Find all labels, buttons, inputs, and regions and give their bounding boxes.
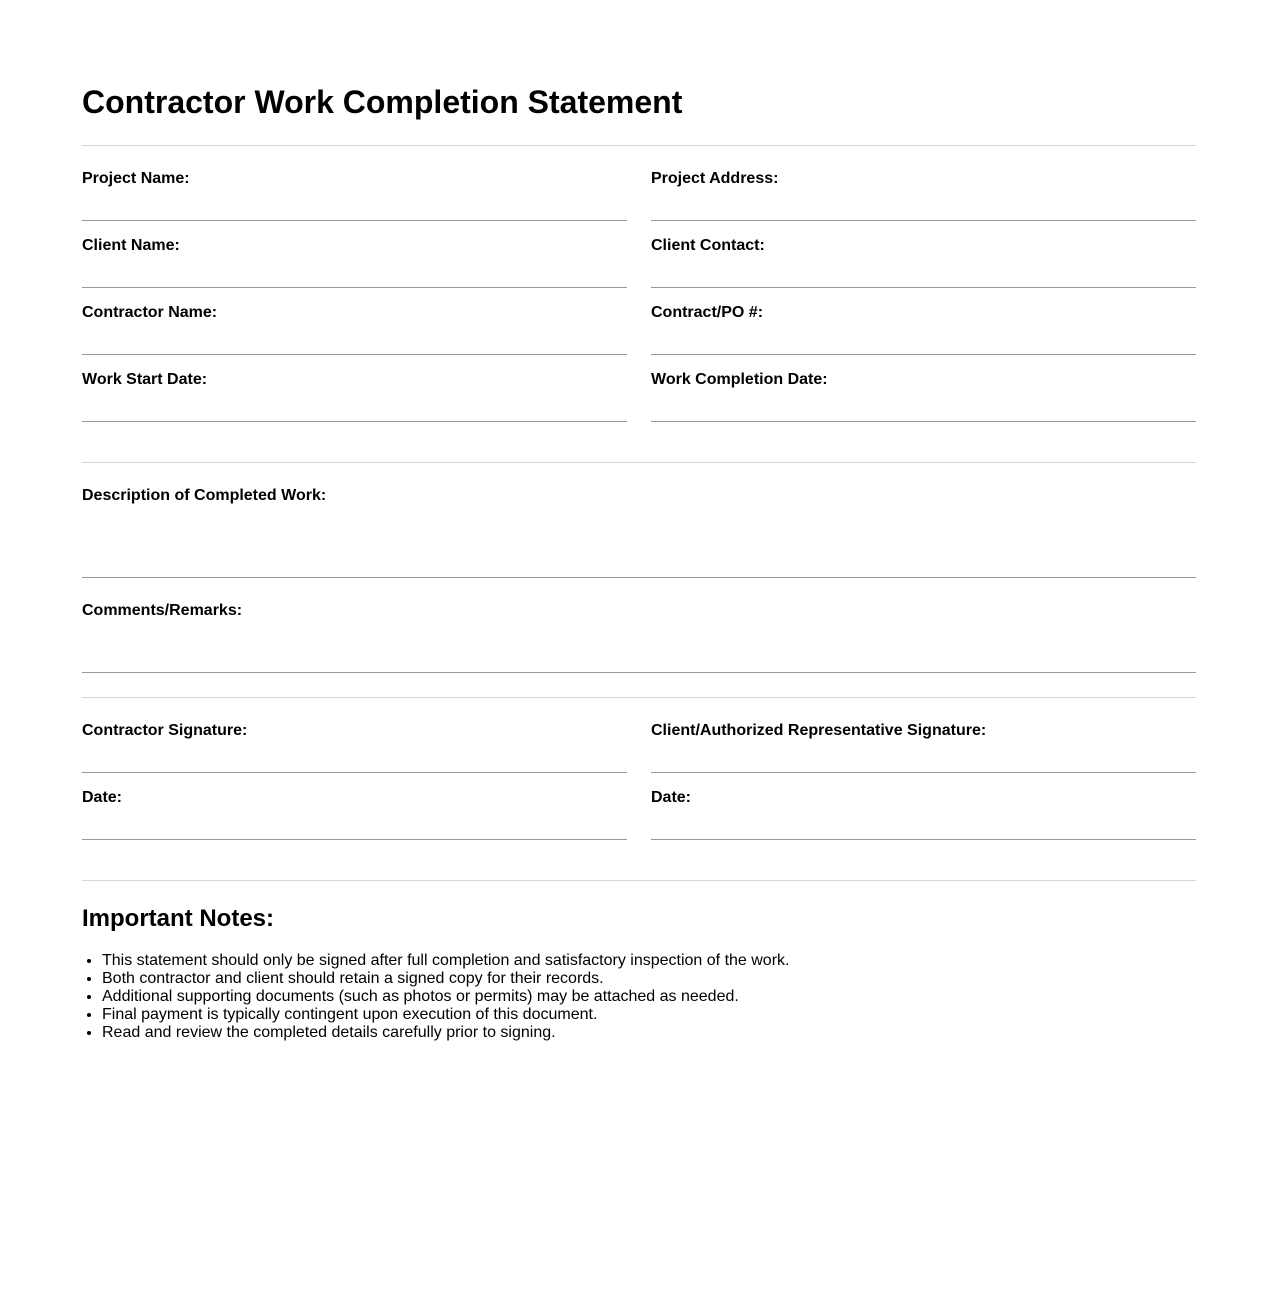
- note-item: • This statement should only be signed after full completion and satisfactory inspection of the work.: [102, 952, 1196, 970]
- project-name-field[interactable]: [82, 169, 627, 189]
- project-name-line[interactable]: [82, 220, 627, 221]
- description-line[interactable]: [82, 577, 1196, 578]
- contractor-date-label: Date:: [82, 789, 123, 806]
- notes-list: [82, 952, 1196, 1042]
- work-completion-date-label: Work Completion Date:: [651, 371, 828, 388]
- client-contact-field[interactable]: [651, 236, 1196, 256]
- contractor-signature-field[interactable]: [82, 721, 627, 741]
- work-start-date-label: Work Start Date:: [82, 371, 208, 388]
- document-title: Contractor Work Completion Statement: [82, 84, 683, 120]
- client-contact-label: Client Contact:: [651, 237, 765, 254]
- project-name-label: Project Name:: [82, 170, 190, 187]
- contractor-signature-line[interactable]: [82, 772, 627, 773]
- contract-po-line[interactable]: [651, 354, 1196, 355]
- divider: [82, 462, 1196, 463]
- project-address-line[interactable]: [651, 220, 1196, 221]
- work-start-date-line[interactable]: [82, 421, 627, 422]
- comments-field[interactable]: [82, 601, 1196, 621]
- client-date-field[interactable]: [651, 788, 1196, 808]
- project-address-field[interactable]: [651, 169, 1196, 189]
- contract-po-field[interactable]: [651, 303, 1196, 323]
- description-field[interactable]: [82, 486, 1196, 506]
- client-name-line[interactable]: [82, 287, 627, 288]
- note-item: • Read and review the completed details carefully prior to signing.: [102, 1024, 1196, 1042]
- client-date-line[interactable]: [651, 839, 1196, 840]
- comments-label: Comments/Remarks:: [82, 602, 243, 619]
- client-date-label: Date:: [651, 789, 692, 806]
- work-start-date-field[interactable]: [82, 370, 627, 390]
- client-signature-label: Client/Authorized Representative Signature:: [651, 722, 987, 739]
- client-signature-field[interactable]: [651, 721, 1196, 741]
- contractor-date-line[interactable]: [82, 839, 627, 840]
- note-item: • Final payment is typically contingent upon execution of this document.: [102, 1006, 1196, 1024]
- contractor-name-field[interactable]: [82, 303, 627, 323]
- work-completion-date-field[interactable]: [651, 370, 1196, 390]
- work-completion-date-line[interactable]: [651, 421, 1196, 422]
- divider: [82, 880, 1196, 881]
- client-contact-line[interactable]: [651, 287, 1196, 288]
- note-item: • Both contractor and client should retain a signed copy for their records.: [102, 970, 1196, 988]
- contract-po-label: Contract/PO #:: [651, 304, 764, 321]
- project-address-label: Project Address:: [651, 170, 779, 187]
- client-name-label: Client Name:: [82, 237, 180, 254]
- divider: [82, 697, 1196, 698]
- comments-line[interactable]: [82, 672, 1196, 673]
- description-label: Description of Completed Work:: [82, 487, 327, 504]
- notes-heading: Important Notes:: [82, 905, 274, 932]
- client-signature-line[interactable]: [651, 772, 1196, 773]
- note-item: • Additional supporting documents (such as photos or permits) may be attached as needed.: [102, 988, 1196, 1006]
- contractor-name-label: Contractor Name:: [82, 304, 218, 321]
- contractor-name-line[interactable]: [82, 354, 627, 355]
- contractor-date-field[interactable]: [82, 788, 627, 808]
- divider: [82, 145, 1196, 146]
- client-name-field[interactable]: [82, 236, 627, 256]
- contractor-signature-label: Contractor Signature:: [82, 722, 248, 739]
